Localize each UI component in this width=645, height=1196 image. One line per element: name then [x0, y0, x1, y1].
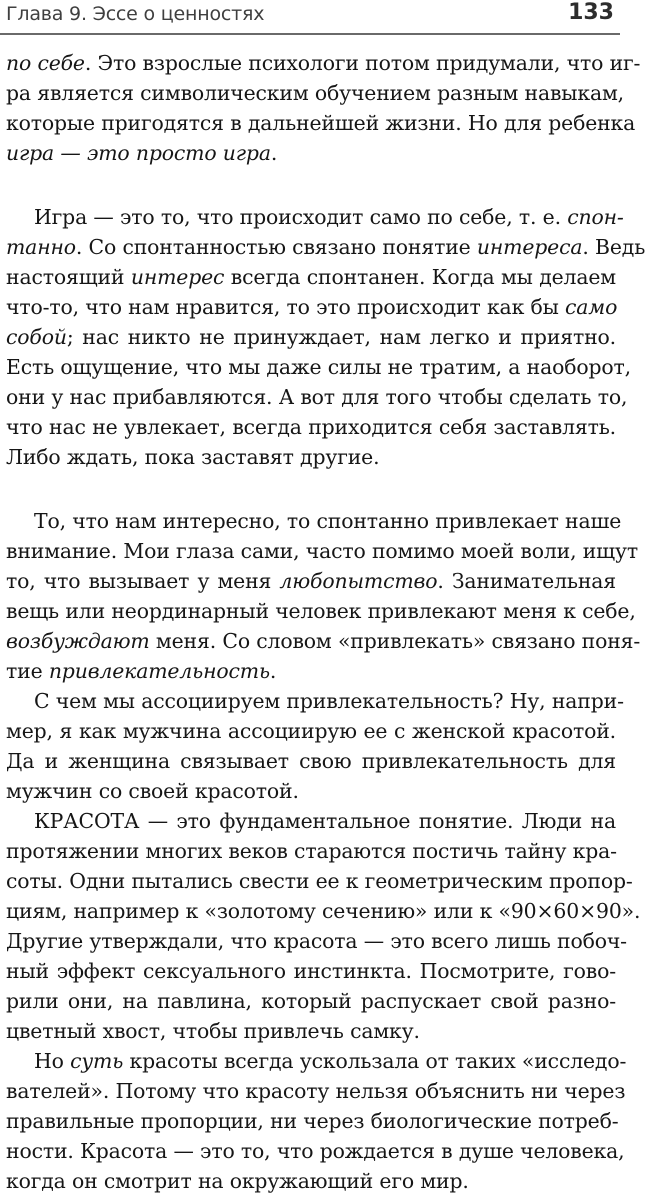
text-segment: С чем мы ассоциируем привлекательность? Ну, напри- — [34, 689, 624, 713]
text-segment: Да и женщина связывает свою привлекательность для — [6, 749, 616, 773]
text-segment: настоящий — [6, 265, 131, 289]
text-segment: . Занимательная — [437, 569, 616, 593]
text-segment: . — [269, 659, 277, 683]
text-segment: мер, я как мужчина ассоциирую ее с женской красотой. — [6, 719, 616, 743]
text-segment: Есть ощущение, что мы даже силы не тратим, а наоборот, — [6, 355, 631, 379]
text-segment: что нас не увлекает, всегда приходится себя заставлять. — [6, 415, 616, 439]
text-line — [6, 48, 641, 78]
text-line — [6, 352, 631, 382]
text-line — [6, 322, 616, 352]
text-segment: которые пригодятся в дальнейшей жизни. Но для ребенка — [6, 111, 636, 135]
paragraph — [6, 48, 641, 168]
italic-text: по себе — [6, 51, 85, 75]
text-line — [6, 596, 636, 626]
italic-text: интереса — [476, 235, 583, 259]
text-line — [6, 1136, 625, 1166]
text-segment: соты. Одни пытались свести ее к геометрическим пропор- — [6, 869, 633, 893]
text-segment: вателей». Потому что красоту нельзя объяснить ни через — [6, 1079, 626, 1103]
text-segment: ра является символическим обучением разным навыкам, — [6, 81, 625, 105]
text-segment: они у нас прибавляются. А вот для того чтобы сделать то, — [6, 385, 628, 409]
text-line — [6, 108, 636, 138]
italic-text: возбуждают — [6, 629, 150, 653]
text-segment: циям, например к «золотому сечению» или к «90×60×90». — [6, 899, 641, 923]
text-segment: красоты всегда ускользала от таких «исследо- — [123, 1049, 627, 1073]
text-segment: Игра — это то, что происходит само по себе, т. е. — [34, 205, 568, 229]
text-line — [6, 656, 616, 686]
header-rule — [0, 33, 620, 35]
text-line — [6, 956, 616, 986]
text-segment: ; нас никто не принуждает, нам легко и приятно. — [66, 325, 616, 349]
italic-text: собой — [6, 325, 67, 349]
text-line — [6, 1076, 626, 1106]
text-segment: цветный хвост, чтобы привлечь самку. — [6, 1019, 420, 1043]
paragraph — [6, 686, 624, 806]
text-segment: внимание. Мои глаза сами, часто помимо моей воли, ищут — [6, 539, 638, 563]
text-segment: правильные пропорции, ни через биологические потреб- — [6, 1109, 619, 1133]
text-line — [6, 442, 616, 472]
text-line — [6, 1046, 627, 1076]
page-number: 133 — [568, 0, 614, 25]
text-line — [6, 896, 641, 926]
text-line — [6, 776, 616, 806]
italic-text: танно — [6, 235, 76, 259]
text-line — [6, 686, 624, 716]
italic-text: суть — [70, 1049, 124, 1073]
paragraph — [6, 806, 641, 1046]
text-line — [6, 866, 633, 896]
paragraph — [6, 1046, 627, 1196]
text-line — [6, 292, 616, 322]
text-segment: что-то, что нам нравится, то это происходит как бы — [6, 295, 566, 319]
text-segment: Но — [34, 1049, 71, 1073]
paragraph — [6, 506, 641, 686]
text-line — [6, 232, 645, 262]
paragraph-gap — [6, 168, 616, 202]
text-line — [6, 986, 616, 1016]
text-segment: то, что вызывает у меня — [6, 569, 280, 593]
chapter-title: Глава 9. Эссе о ценностях — [6, 3, 265, 25]
text-segment: Другие утверждали, что красота — это всего лишь побоч- — [6, 929, 627, 953]
text-segment: ный эффект сексуального инстинкта. Посмотрите, гово- — [6, 959, 616, 983]
text-line — [6, 806, 616, 836]
text-segment: мужчин со своей красотой. — [6, 779, 299, 803]
text-line — [6, 1016, 616, 1046]
paragraph — [6, 202, 645, 472]
italic-text: само — [565, 295, 618, 319]
text-line — [6, 1166, 616, 1196]
text-line — [6, 926, 627, 956]
italic-text: интерес — [130, 265, 225, 289]
italic-text: любопытство — [279, 569, 438, 593]
text-segment: Либо ждать, пока заставят другие. — [6, 445, 380, 469]
text-segment: . Это взрослые психологи потом придумали, что иг- — [84, 51, 641, 75]
text-segment: тие — [6, 659, 49, 683]
italic-text: игра — это просто игра — [6, 141, 271, 165]
body-text — [6, 48, 645, 1196]
text-line — [6, 138, 616, 168]
text-line — [6, 412, 616, 442]
text-segment: когда он смотрит на окружающий его мир. — [6, 1169, 469, 1193]
running-header — [0, 0, 620, 37]
text-segment: То, что нам интересно, то спонтанно привлекает наше — [34, 509, 622, 533]
text-segment: ности. Красота — это то, что рождается в душе человека, — [6, 1139, 625, 1163]
italic-text: спон- — [567, 205, 624, 229]
italic-text: привлекательность — [48, 659, 270, 683]
text-line — [6, 746, 616, 776]
text-line — [6, 1106, 619, 1136]
paragraph-gap — [6, 472, 616, 506]
text-segment: . — [270, 141, 278, 165]
text-line — [6, 262, 616, 292]
text-segment: . Ведь — [582, 235, 645, 259]
text-segment: рили они, на павлина, который распускает свой разно- — [6, 989, 616, 1013]
text-segment: . Со спонтанностью связано понятие — [75, 235, 477, 259]
text-line — [6, 626, 641, 656]
text-segment: всегда спонтанен. Когда мы делаем — [224, 265, 616, 289]
text-segment: вещь или неординарный человек привлекают меня к себе, — [6, 599, 636, 623]
text-segment: КРАСОТА — это фундаментальное понятие. Люди на — [34, 809, 616, 833]
text-line — [6, 716, 616, 746]
text-line — [6, 566, 616, 596]
text-line — [6, 836, 616, 866]
text-line — [6, 202, 624, 232]
text-line — [6, 382, 628, 412]
text-line — [6, 78, 625, 108]
text-line — [6, 506, 622, 536]
text-line — [6, 536, 638, 566]
text-segment: протяжении многих веков стараются постичь тайну кра- — [6, 839, 617, 863]
text-segment: меня. Со словом «привлекать» связано поня- — [149, 629, 641, 653]
